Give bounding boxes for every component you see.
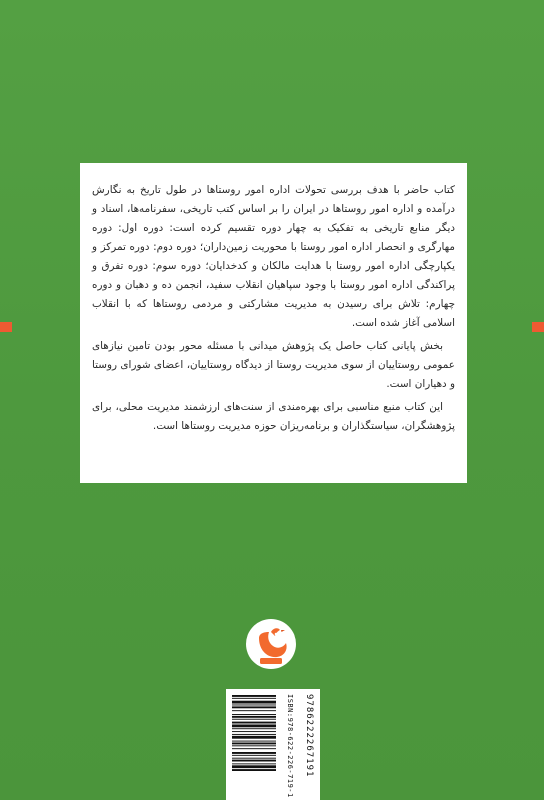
isbn-label: ISBN:978-622-226-719-1 [286,694,294,798]
isbn-digits: 9786222267191 [304,694,314,778]
description-paragraph-3: این کتاب منبع مناسبی برای بهره‌مندی از سنت‌های ارزشمند مدیریت محلی، برای پژوهشگران، سیاستگذاران و برنامه‌ریزان حوزه مدیریت روستاها است. [92,401,455,432]
bird-logo-icon [245,618,297,670]
description-panel [80,163,467,483]
right-edge-marker [532,322,544,332]
description-paragraph-1: کتاب حاضر با هدف بررسی تحولات اداره امور روستاها در طول تاریخ به نگارش درآمده و اداره امور روستاها در ایران را بر اساس کتب تاریخی، سفرنامه‌ها، اسناد و دیگر منابع تاریخی به تفکیک به چهار دوره تقسیم کرده است: دوره اول: دوره مهارگری و انحصار اداره امور روستا با محوریت زمین‌داران؛ دوره دوم: دوره تمرکز و یکپارچگی اداره امور روستا با هدایت مالکان و کدخدایان؛ دوره سوم: دوره تفرق و پراکندگی اداره امور روستا با وجود سپاهیان انقلاب سفید، انجمن ده و دهبان و دوره چهارم: تلاش برای رسیدن به مدیریت مشارکتی و مردمی روستاها که با انقلاب اسلامی آغاز شده است. [92,184,455,329]
left-edge-marker [0,322,12,332]
description-paragraph-2: بخش پایانی کتاب حاصل یک پژوهش میدانی با مسئله محور بودن تامین نیازهای عمومی روستاییان از سوی مدیریت روستا از دیدگاه روستاییان، اعضای شورای روستا و دهیاران است. [92,340,455,390]
publisher-logo [245,618,297,670]
